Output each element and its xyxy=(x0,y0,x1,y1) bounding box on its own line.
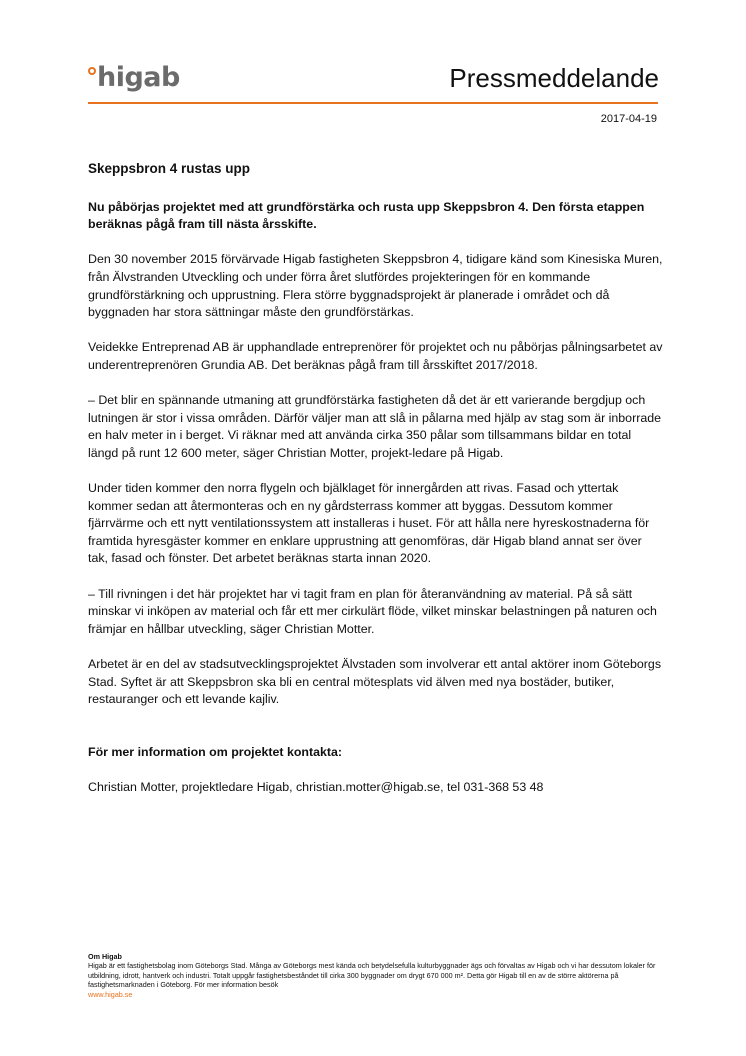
release-date: 2017-04-19 xyxy=(600,113,657,125)
article-paragraph: – Det blir en spännande utmaning att grundförstärka fastigheten då det är ett varierande bergdjup och lutningen är stor i vissa områden. Därför väljer man att slå in pålarna med hjälp av stag som är inborrade en halv meter in i berget. Vi räknar med att använda cirka 350 pålar som tillsammans bildar en total längd på runt 12 600 meter, säger Christian Motter, projekt-ledare på Higab. xyxy=(88,393,662,460)
article-paragraph: – Till rivningen i det här projektet har vi tagit fram en plan för återanvändning av material. På så sätt minskar vi inköpen av material och får ett mer cirkulärt flöde, vilket minskar belastningen på naturen och främjar en hållbar utveckling, säger Christian Motter. xyxy=(88,586,657,636)
header-divider xyxy=(88,102,658,104)
article-body xyxy=(88,160,663,814)
logo-text: higab xyxy=(97,62,180,93)
article-paragraph: Arbetet är en del av stadsutvecklingsprojektet Älvstaden som involverar ett antal aktörer inom Göteborgs Stad. Syftet är att Skeppsbron ska bli en central mötesplats vid älven med nya bostäder, butiker, restauranger och ett levande kajliv. xyxy=(88,657,662,707)
contact-line: Christian Motter, projektledare Higab, christian.motter@higab.se, tel 031-368 53 48 xyxy=(88,780,544,794)
about-footer xyxy=(88,952,668,999)
article-title: Skeppsbron 4 rustas upp xyxy=(88,161,251,176)
article-paragraph: Veidekke Entreprenad AB är upphandlade entreprenörer för projektet och nu påbörjas pålningsarbetet av underentreprenören Grundia AB. Det beräknas pågå fram till årsskiftet 2017/2018. xyxy=(88,340,663,372)
logo-dot-icon xyxy=(88,67,96,75)
document-type-heading: Pressmeddelande xyxy=(449,63,659,93)
article-paragraph: Den 30 november 2015 förvärvade Higab fastigheten Skeppsbron 4, tidigare känd som Kinesiska Muren, från Älvstranden Utveckling och under förra året slutfördes projekteringen för en kommande grundförstärkning och upprustning. Flera större byggnadsprojekt är planerade i området och då byggnaden har stora sättningar måste den grundförstärkas. xyxy=(88,252,663,320)
footer-website-link[interactable]: www.higab.se xyxy=(88,989,133,999)
contact-heading: För mer information om projektet kontakta: xyxy=(88,744,343,759)
article-lead: Nu påbörjas projektet med att grundförstärka och rusta upp Skeppsbron 4. Den första etappen beräknas pågå fram till nästa årsskifte. xyxy=(88,199,645,232)
footer-text: Higab är ett fastighetsbolag inom Göteborgs Stad. Många av Göteborgs mest kända och betydelsefulla kulturbyggnader ägs och förvaltas av Higab och vi har dessutom lokaler för utbildning, idrott, hantverk och industri. Totalt uppgår fastighetsbeståndet till cirka 300 byggnader om drygt 670 000 m². Detta gör Higab till en av de större aktörerna på fastighetsmarknaden i Göteborg. För mer information besök xyxy=(88,961,656,990)
article-paragraph: Under tiden kommer den norra flygeln och bjälklaget för innergården att rivas. Fasad och yttertak kommer sedan att återmonteras och en ny gårdsterrass kommer att byggas. Dessutom kommer fjärrvärme och ett nytt ventilationssystem att installeras i huset. För att hålla nere hyreskostnaderna för framtida hyresgäster kommer en enklare upprustning att genomföras, där Higab bland annat ser över tak, fasad och fönster. Det arbetet beräknas starta innan 2020. xyxy=(88,481,650,566)
footer-heading: Om Higab xyxy=(88,952,122,961)
